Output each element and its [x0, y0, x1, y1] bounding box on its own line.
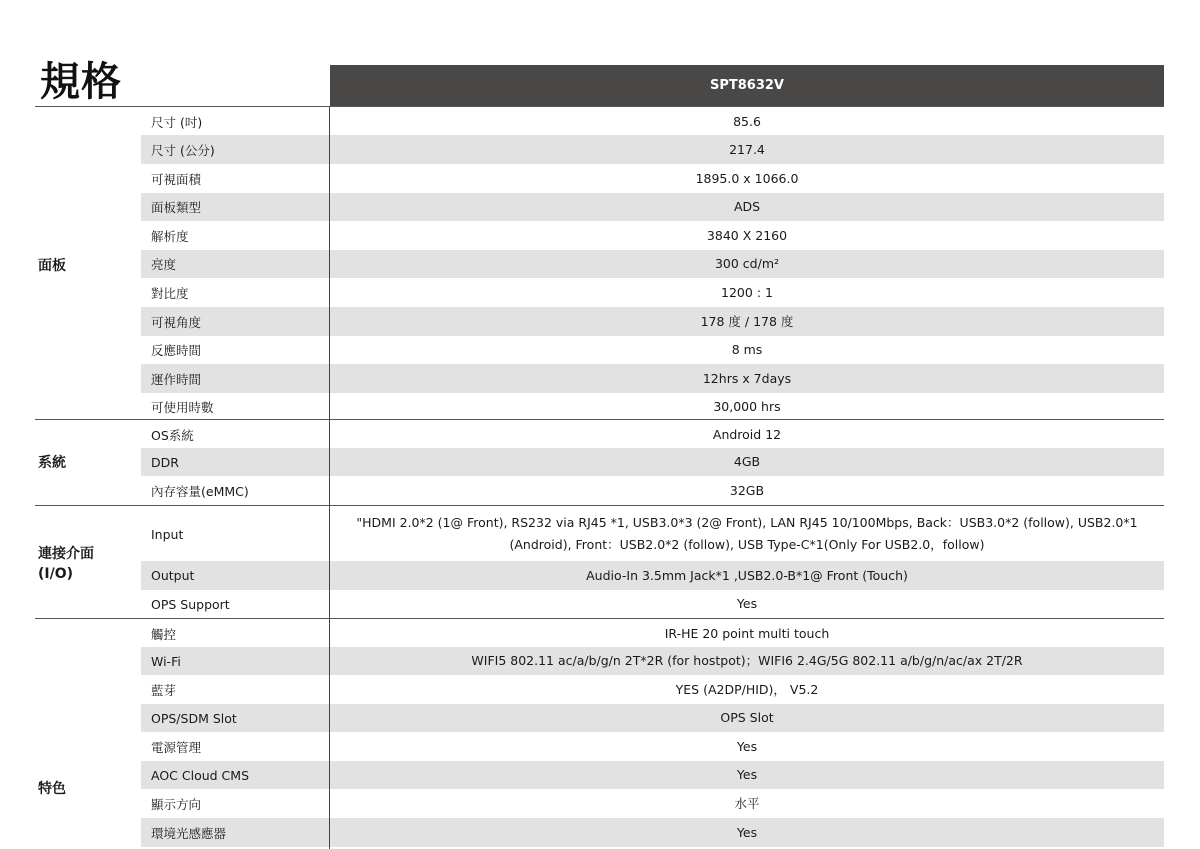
spec-label: 解析度 — [151, 228, 189, 244]
spec-label: 尺寸 (公分) — [141, 135, 329, 164]
spec-value: 300 cd/m² — [330, 250, 1164, 278]
spec-label: 藍芽 — [151, 682, 177, 698]
spec-value: WIFI5 802.11 ac/a/b/g/n 2T*2R (for hostpot)；WIFI6 2.4G/5G 802.11 a/b/g/n/ac/ax 2T/2R — [330, 647, 1164, 675]
group-label: 連接介面 (I/O) — [38, 546, 94, 582]
spec-value: 8 ms — [731, 342, 763, 357]
spec-value: 1895.0 x 1066.0 — [695, 170, 799, 186]
spec-row — [141, 419, 1164, 449]
spec-label: 環境光感應器 — [141, 818, 329, 847]
spec-row — [141, 818, 1164, 847]
spec-value: ADS — [330, 193, 1164, 221]
spec-row — [141, 278, 1164, 307]
spec-label: 對比度 — [151, 285, 189, 301]
spec-label: 電源管理 — [151, 739, 202, 755]
spec-value: Yes — [330, 818, 1164, 847]
spec-row — [141, 590, 1164, 618]
group-label: 面板 — [38, 258, 66, 274]
spec-row — [141, 448, 1164, 476]
spec-label: 顯示方向 — [151, 796, 202, 812]
spec-value: 30,000 hrs — [713, 399, 781, 414]
spec-label: 觸控 — [151, 626, 177, 642]
spec-value: Audio-In 3.5mm Jack*1 ,USB2.0-B*1@ Front (Touch) — [330, 561, 1164, 590]
spec-value: 3840 X 2160 — [706, 227, 788, 243]
spec-row — [141, 505, 1164, 562]
spec-row — [141, 307, 1164, 336]
spec-row — [141, 164, 1164, 193]
spec-label: OS系統 — [151, 427, 194, 443]
spec-label: 反應時間 — [151, 343, 202, 358]
model-header: SPT8632V — [330, 65, 1164, 106]
spec-row — [141, 789, 1164, 818]
spec-row — [141, 732, 1164, 761]
spec-value: Yes — [736, 596, 758, 611]
spec-row — [141, 250, 1164, 278]
spec-value: Yes — [330, 761, 1164, 789]
page-title: 規格 — [40, 59, 122, 105]
spec-label: Output — [141, 561, 329, 590]
spec-label: 可視面積 — [151, 171, 202, 187]
spec-value: Android 12 — [712, 426, 782, 442]
spec-value: 4GB — [330, 448, 1164, 476]
spec-row — [141, 193, 1164, 221]
spec-value: 85.6 — [733, 113, 761, 129]
spec-value: IR-HE 20 point multi touch — [664, 625, 830, 641]
group-label: 系統 — [38, 455, 66, 471]
spec-row — [141, 618, 1164, 648]
spec-row — [141, 393, 1164, 421]
spec-label: 運作時間 — [141, 364, 329, 393]
spec-label: 內存容量(eMMC) — [151, 483, 249, 499]
spec-row — [141, 647, 1164, 675]
spec-value: 水平 — [734, 795, 760, 811]
spec-row — [141, 364, 1164, 393]
spec-value: 178 度 / 178 度 — [330, 307, 1164, 336]
spec-value: YES (A2DP/HID)， V5.2 — [675, 681, 819, 697]
spec-label: OPS Support — [151, 596, 230, 612]
spec-row — [141, 561, 1164, 590]
spec-row — [141, 135, 1164, 164]
spec-label: 尺寸 (吋) — [151, 114, 203, 130]
spec-label: 面板類型 — [141, 193, 329, 221]
spec-label: DDR — [141, 448, 329, 476]
spec-label: OPS/SDM Slot — [141, 704, 329, 732]
group-label: 特色 — [38, 781, 66, 797]
spec-label: 可使用時數 — [151, 400, 214, 415]
spec-value: 1200 : 1 — [721, 284, 773, 300]
spec-row — [141, 221, 1164, 250]
spec-value: "HDMI 2.0*2 (1@ Front), RS232 via RJ45 *1, USB3.0*3 (2@ Front), LAN RJ45 10/100Mbps, Back：USB3.0*2 (follow), USB2.0*1 (Android), Front：USB2.0*2 (follow), USB Type-C*1(Only For USB2.0，follow) — [356, 515, 1138, 552]
spec-row — [141, 106, 1164, 136]
spec-value: 32GB — [729, 482, 765, 498]
spec-value: OPS Slot — [330, 704, 1164, 732]
spec-label: Wi-Fi — [141, 647, 329, 675]
spec-value: 12hrs x 7days — [330, 364, 1164, 393]
spec-row — [141, 476, 1164, 505]
spec-row — [141, 336, 1164, 364]
spec-row — [141, 675, 1164, 704]
spec-value: 217.4 — [330, 135, 1164, 164]
spec-label: Input — [151, 526, 184, 542]
spec-row — [141, 704, 1164, 732]
spec-label: 可視角度 — [141, 307, 329, 336]
spec-row — [141, 761, 1164, 789]
spec-label: AOC Cloud CMS — [141, 761, 329, 789]
spec-value: Yes — [736, 738, 758, 754]
spec-label: 亮度 — [141, 250, 329, 278]
